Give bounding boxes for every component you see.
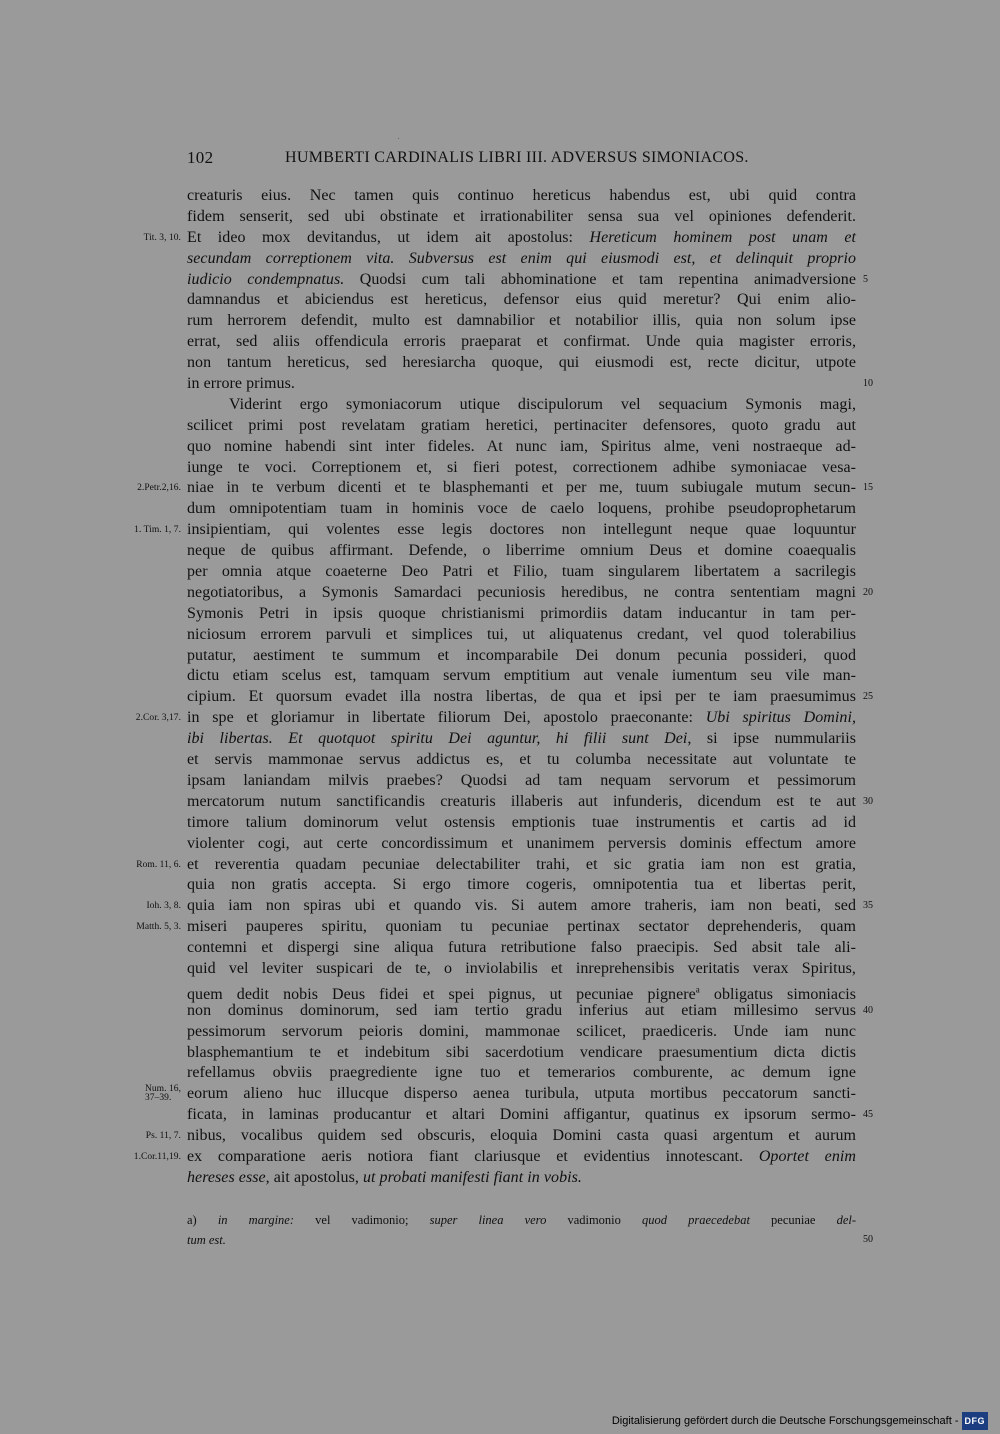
body-line bbox=[134, 520, 856, 541]
body-line-text: dum omnipotentiam tuam in hominis voce de caelo loquens, prohibe pseudoprophetarum bbox=[187, 500, 856, 518]
body-line bbox=[187, 270, 869, 291]
line-number: 40 bbox=[863, 1004, 874, 1016]
body-line-text: contemni et dispergi sine aliqua futura retributione falso praecipis. Sed absit tale ali- bbox=[187, 939, 856, 957]
body-line-text: putatur, aestiment te summum et incomparabile Dei donum pecunia possideri, quod bbox=[187, 646, 856, 664]
body-line-text: violenter cogi, aut certe concordissimum et unanimem perversis dominis effectum amore bbox=[187, 834, 856, 852]
body-line bbox=[187, 583, 874, 604]
body-line bbox=[187, 604, 856, 625]
body-line-text: in spe et gloriamur in libertate filiorum Dei, apostolo praeconante: Ubi spiritus Domini, bbox=[187, 709, 856, 727]
body-line bbox=[187, 771, 856, 792]
body-line bbox=[137, 478, 874, 499]
body-line-text: niciosum errorem parvuli et simplices tui, ut aliquatenus credant, vel quod tolerabilius bbox=[187, 625, 856, 643]
body-line bbox=[187, 1063, 856, 1084]
line-number: 30 bbox=[863, 795, 874, 807]
page-number: 102 bbox=[187, 148, 214, 167]
body-line-text: non dominus dominorum, sed iam tertio gradu inferius aut etiam millesimo servus bbox=[187, 1001, 856, 1019]
body-line bbox=[133, 1147, 856, 1168]
line-number: 20 bbox=[863, 586, 874, 598]
body-line-text: nibus, vocalibus quidem sed obscuris, eloquia Domini casta quasi argentum et aurum bbox=[187, 1127, 856, 1145]
footnote-line bbox=[187, 1210, 856, 1230]
body-line-text: insipientiam, qui volentes esse legis doctores non intellegunt neque quae loquuntur bbox=[187, 521, 856, 539]
body-line-text: non tantum hereticus, sed heresiarcha quoque, qui eiusmodi est, recte dicitur, utpote bbox=[187, 354, 856, 372]
body-line bbox=[187, 249, 856, 270]
body-line bbox=[144, 1084, 856, 1105]
body-line bbox=[187, 290, 856, 311]
body-line-text: iudicio condempnatus. Quodsi cum tali abhominatione et tam repentina animadversione bbox=[187, 270, 856, 288]
body-line bbox=[187, 562, 856, 583]
body-line-text: negotiatoribus, a Symonis Samardaci pecuniosis heredibus, ne contra sententiam magni bbox=[187, 583, 856, 601]
body-line bbox=[187, 959, 856, 980]
body-line bbox=[187, 1043, 856, 1064]
body-line-text: in errore primus. bbox=[187, 375, 295, 393]
body-line bbox=[187, 625, 856, 646]
body-line bbox=[187, 687, 874, 708]
body-line bbox=[187, 186, 856, 207]
body-line-text: errat, sed aliis offendicula erroris praeparat et confirmat. Unde quia magister erroris, bbox=[187, 333, 856, 351]
body-line-text: creaturis eius. Nec tamen quis continuo hereticus habendus est, ubi quid contra bbox=[187, 187, 856, 204]
body-line bbox=[187, 938, 856, 959]
body-line bbox=[187, 332, 856, 353]
body-line-text: Et ideo mox devitandus, ut idem ait apostolus: Hereticum hominem post unam et bbox=[187, 228, 856, 246]
body-line-text: neque de quibus affirmant. Defende, o liberrime omnium Deus et domine coaequalis bbox=[187, 542, 856, 560]
body-line bbox=[187, 353, 856, 374]
body-line-text: pessimorum servorum peioris domini, mammonae scilicet, praediceris. Unde iam nunc bbox=[187, 1022, 856, 1040]
body-line-text: ipsam laniandam milvis praebes? Quodsi ad tam nequam servorum et pessimorum bbox=[187, 771, 856, 789]
dfg-logo: DFG bbox=[962, 1412, 989, 1430]
line-number: 10 bbox=[863, 378, 874, 390]
body-line-text: Symonis Petri in ipsis quoque christianismi primordiis datam inducantur in tam per- bbox=[187, 604, 856, 622]
body-line-text: quem dedit nobis Deus fidei et spei pignus, ut pecuniae pignere$^a$ obligatus simoniacis bbox=[187, 984, 856, 1004]
body-line bbox=[187, 875, 856, 896]
margin-reference: Matth. 5, 3. bbox=[136, 922, 181, 933]
body-line bbox=[187, 1001, 874, 1022]
body-line-text: ficata, in laminas producantur et altari Domini affigantur, quatinus ex ipsorum sermo- bbox=[187, 1106, 856, 1124]
body-line-text: rum herrorem defendit, multo est damnabilior et notabilior illis, quia non solum ipse bbox=[187, 312, 856, 330]
body-line-text: et servis mammonae servus addictus es, et tu columba necessitate aut voluntate te bbox=[187, 751, 856, 769]
margin-reference: Ioh. 3, 8. bbox=[146, 901, 181, 912]
body-line-text: blasphemantium te et indebitum sibi sacerdotium vendicare praesumentium dicta dictis bbox=[187, 1043, 856, 1061]
footnote-line-text: tum est. bbox=[187, 1233, 226, 1247]
body-line-text: scilicet primi post revelatam gratiam heretici, pertinaciter defensores, quoto gradu aut bbox=[187, 416, 856, 434]
body-line bbox=[187, 792, 874, 813]
body-line bbox=[187, 750, 856, 771]
body-line-text: niae in te verbum dicenti et te blasphemanti et per me, tuum subiugale mutum secun- bbox=[187, 479, 856, 497]
body-text bbox=[133, 186, 874, 1189]
margin-reference: 1. Tim. 1, 7. bbox=[134, 525, 181, 536]
margin-reference: 2.Petr.2,16. bbox=[137, 483, 181, 494]
body-line bbox=[187, 437, 856, 458]
body-line-text: ibi libertas. Et quotquot spiritu Dei aguntur, hi filii sunt Dei, si ipse nummulariis bbox=[187, 730, 857, 748]
body-line-text: dictu etiam scelus est, tamquam servum emptitium aut venale iumentum seu vile man- bbox=[187, 667, 856, 685]
scan-mark bbox=[398, 138, 399, 139]
footer-credit bbox=[612, 1412, 988, 1428]
footer-text: Digitalisierung gefördert durch die Deutsche Forschungsgemeinschaft - bbox=[611, 1414, 959, 1427]
body-line-text: quia iam non spiras ubi et quando vis. Si autem amore traheris, iam non beati, sed bbox=[187, 897, 856, 915]
body-line bbox=[187, 1168, 856, 1189]
margin-reference: Rom. 11, 6. bbox=[136, 859, 181, 870]
body-line-text: iunge te voci. Correptionem et, si fieri potest, correctionem adhibe symoniacae vesa- bbox=[187, 458, 856, 476]
body-line bbox=[187, 1022, 856, 1043]
body-line bbox=[146, 896, 874, 917]
body-line-text: timore talium dominorum velut ostensis emptionis tuae instrumentis et cartis ad id bbox=[187, 813, 856, 831]
body-line bbox=[187, 499, 856, 520]
body-line-text: quia non gratis accepta. Si ergo timore cogeris, omnipotentia tua et libertas perit, bbox=[187, 876, 856, 894]
body-line bbox=[187, 541, 856, 562]
body-line bbox=[187, 458, 856, 479]
body-line-text: miseri pauperes spiritu, quoniam tu pecuniae pertinax sectator deprehenderis, quam bbox=[187, 918, 856, 936]
body-line bbox=[187, 1105, 874, 1126]
margin-reference: 1.Cor.11,19. bbox=[133, 1151, 181, 1162]
body-line bbox=[136, 917, 856, 938]
body-line bbox=[187, 416, 856, 437]
footnotes bbox=[187, 1210, 873, 1250]
line-number: 15 bbox=[863, 482, 874, 494]
body-line bbox=[187, 729, 856, 750]
body-line bbox=[135, 708, 856, 729]
body-line-text: cipium. Et quorsum evadet illa nostra libertas, de qua et ipsi per te iam praesumimus bbox=[187, 688, 856, 706]
body-line bbox=[187, 666, 856, 687]
body-line-text: fidem senserit, sed ubi obstinate et irrationabiliter sensa sua vel opiniones defenderit. bbox=[187, 207, 856, 225]
body-line bbox=[187, 813, 856, 834]
body-line-text: mercatorum nutum sanctificandis creaturis illaberis aut infunderis, dicendum est te aut bbox=[187, 792, 856, 810]
body-line bbox=[187, 980, 856, 1004]
line-number: 50 bbox=[863, 1234, 873, 1245]
body-line-text: Viderint ergo symoniacorum utique discipulorum vel sequacium Symonis magi, bbox=[229, 395, 856, 413]
body-line bbox=[187, 374, 874, 395]
body-line bbox=[187, 395, 856, 416]
line-number: 25 bbox=[863, 691, 874, 703]
margin-reference: Ps. 11, 7. bbox=[145, 1131, 181, 1142]
line-number: 35 bbox=[863, 900, 874, 912]
body-line bbox=[187, 834, 856, 855]
body-line bbox=[187, 646, 856, 667]
body-line bbox=[145, 1126, 856, 1147]
margin-reference: 2.Cor. 3,17. bbox=[135, 713, 181, 724]
margin-reference: Num. 16, 37–39. bbox=[144, 1084, 181, 1104]
body-line-text: per omnia atque coaeterne Deo Patri et Filio, tuam singularem libertatem a sacrilegis bbox=[187, 563, 856, 581]
body-line-text: damnandus et abiciendus est hereticus, defensor eius quid meretur? Qui enim alio- bbox=[187, 291, 856, 309]
body-line-text: ex comparatione aeris notiora fiant clariusque et evidentius innotescant. Oportet enim bbox=[187, 1147, 856, 1165]
line-number: 45 bbox=[863, 1109, 874, 1121]
footnote-line-text: a) in margine: vel vadimonio; super linea vero vadimonio quod praecedebat pecuniae del- bbox=[187, 1213, 856, 1227]
body-line bbox=[143, 228, 856, 249]
footnote-line bbox=[187, 1230, 873, 1250]
body-line-text: secundam correptionem vita. Subversus est enim qui eiusmodi est, et delinquit proprio bbox=[187, 249, 856, 267]
body-line bbox=[187, 207, 856, 228]
body-line-text: hereses esse, ait apostolus, ut probati manifesti fiant in vobis. bbox=[187, 1168, 582, 1186]
line-number: 5 bbox=[863, 273, 869, 285]
body-line bbox=[187, 311, 856, 332]
body-line-text: quid vel leviter suspicari de te, o inviolabilis et inreprehensibis veritatis verax Spiritus, bbox=[187, 959, 856, 977]
body-line-text: quo nomine habendi sint inter fideles. At nunc iam, Spiritus alme, veni nostraeque ad- bbox=[187, 437, 856, 455]
body-line bbox=[136, 855, 856, 876]
body-line-text: refellamus obviis praegrediente igne tuo et temerarios comburente, ac demum igne bbox=[187, 1064, 856, 1082]
running-title: HUMBERTI CARDINALIS LIBRI III. ADVERSUS SIMONIACOS. bbox=[285, 149, 749, 166]
body-line-text: eorum alieno huc illucque disperso aenea turibula, utputa mortibus peccatorum sancti- bbox=[187, 1085, 856, 1103]
margin-reference: Tit. 3, 10. bbox=[143, 232, 181, 243]
body-line-text: et reverentia quadam pecuniae delectabiliter trahi, et sic gratia iam non est gratia, bbox=[187, 855, 856, 873]
